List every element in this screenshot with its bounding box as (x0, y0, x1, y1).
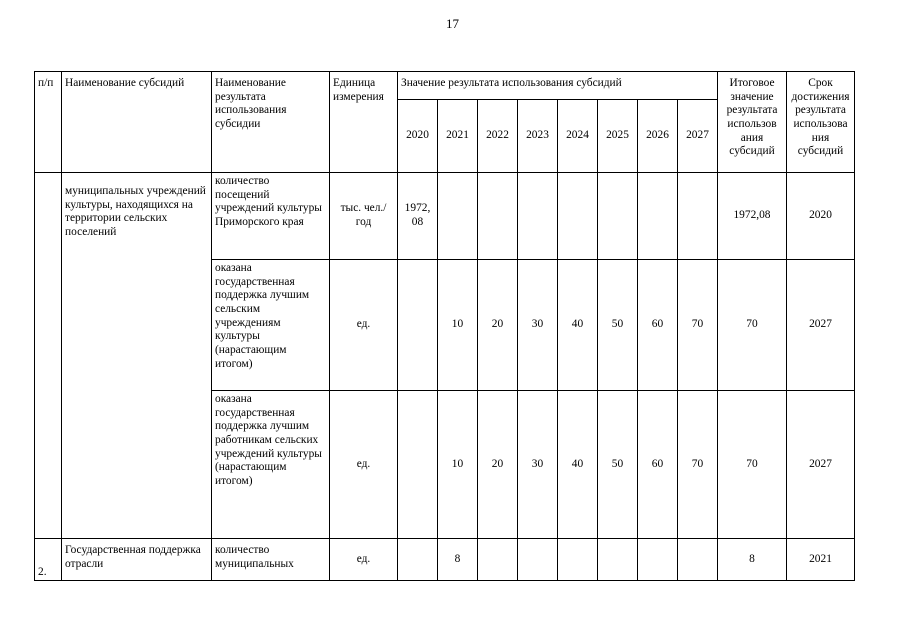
row-value (518, 539, 558, 581)
row-deadline: 2021 (787, 539, 855, 581)
header-unit: Единица измерения (330, 72, 398, 173)
row-unit: ед. (330, 539, 398, 581)
header-year: 2020 (398, 100, 438, 173)
header-year: 2021 (438, 100, 478, 173)
header-total: Итоговое значение результата использов ания субсидий (718, 72, 787, 173)
table-header-row (35, 72, 855, 100)
row-value: 60 (638, 391, 678, 539)
row-result-name: количество муниципальных (212, 539, 330, 581)
header-year: 2022 (478, 100, 518, 173)
row-total: 8 (718, 539, 787, 581)
row-value (638, 173, 678, 260)
row-value (398, 539, 438, 581)
row-value (438, 173, 478, 260)
row-value (518, 173, 558, 260)
row-value (558, 539, 598, 581)
row-total: 70 (718, 260, 787, 391)
header-year: 2026 (638, 100, 678, 173)
row-value: 20 (478, 391, 518, 539)
header-year: 2027 (678, 100, 718, 173)
row-unit: ед. (330, 260, 398, 391)
header-year: 2023 (518, 100, 558, 173)
table-row (35, 539, 855, 581)
row-value (598, 539, 638, 581)
row-value (478, 539, 518, 581)
row-unit: тыс. чел./год (330, 173, 398, 260)
row-total: 70 (718, 391, 787, 539)
row-value: 1972, 08 (398, 173, 438, 260)
header-result-name: Наименование результата использования субсидии (212, 72, 330, 173)
row-result-name: количество посещений учреждений культуры Приморского края (212, 173, 330, 260)
header-year: 2025 (598, 100, 638, 173)
subsidy-results-table (34, 71, 855, 581)
row-value: 50 (598, 391, 638, 539)
row-value: 10 (438, 260, 478, 391)
row-value (478, 173, 518, 260)
row-value (638, 539, 678, 581)
row-value: 10 (438, 391, 478, 539)
row-result-name: оказана государственная поддержка лучшим сельским учреждениям культуры (нарастающим итогом) (212, 260, 330, 391)
row-unit: ед. (330, 391, 398, 539)
row-value (558, 173, 598, 260)
row-value: 40 (558, 260, 598, 391)
header-values-group: Значение результата использования субсидий (398, 72, 718, 100)
table-row (35, 173, 855, 260)
row-deadline: 2027 (787, 391, 855, 539)
row-value: 30 (518, 391, 558, 539)
row-value (598, 173, 638, 260)
row-value: 8 (438, 539, 478, 581)
row-value: 40 (558, 391, 598, 539)
row-subsidy-name: Государственная поддержка отрасли (62, 539, 212, 581)
row-value (678, 539, 718, 581)
row-value: 50 (598, 260, 638, 391)
row-value: 20 (478, 260, 518, 391)
row-value (398, 260, 438, 391)
row-deadline: 2027 (787, 260, 855, 391)
row-value: 60 (638, 260, 678, 391)
page-number: 17 (446, 16, 459, 31)
row-value: 70 (678, 260, 718, 391)
row-value (678, 173, 718, 260)
row-num: 2. (35, 539, 62, 581)
header-year: 2024 (558, 100, 598, 173)
row-value (398, 391, 438, 539)
row-deadline: 2020 (787, 173, 855, 260)
row-num (35, 173, 62, 539)
row-result-name: оказана государственная поддержка лучшим работникам сельских учреждений культуры (нарастающим итогом) (212, 391, 330, 539)
header-subsidy-name: Наименование субсидий (62, 72, 212, 173)
header-num: п/п (35, 72, 62, 173)
header-deadline: Срок достижения результата использова ния субсидий (787, 72, 855, 173)
row-value: 70 (678, 391, 718, 539)
row-value: 30 (518, 260, 558, 391)
row-total: 1972,08 (718, 173, 787, 260)
row-subsidy-name: муниципальных учреждений культуры, находящихся на территории сельских поселений (62, 173, 212, 539)
